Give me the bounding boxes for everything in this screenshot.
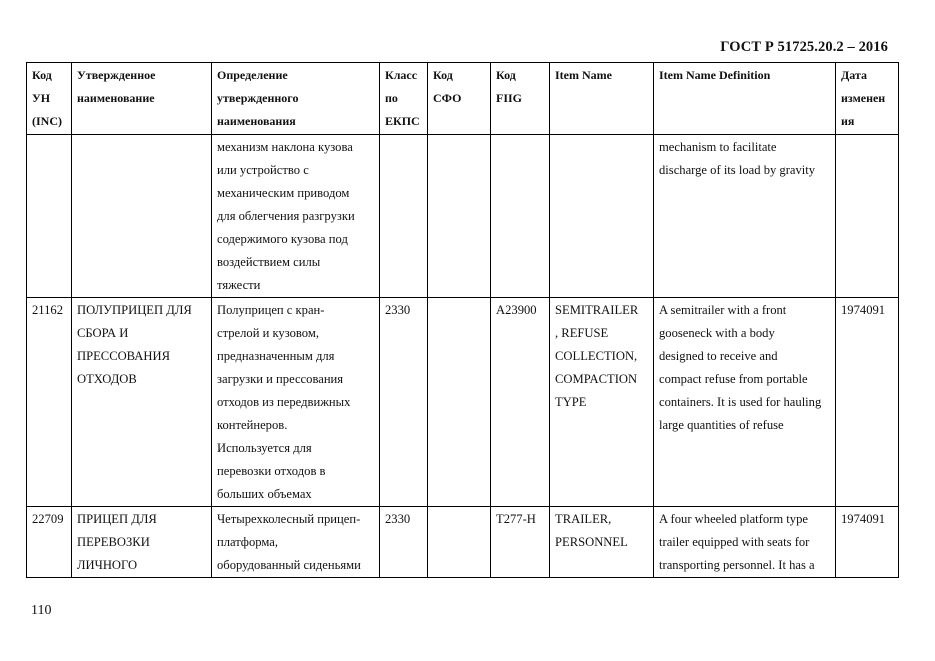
cell-line: large quantities of refuse	[659, 418, 784, 432]
cell-line: gooseneck with a body	[659, 326, 775, 340]
cell-item-definition	[654, 135, 836, 298]
header-col-fiig	[491, 63, 550, 135]
cell-line: transporting personnel. It has a	[659, 558, 815, 572]
cell-ekps	[380, 135, 428, 298]
header-line: FIIG	[496, 91, 523, 105]
cell-line: ОТХОДОВ	[77, 372, 137, 386]
header-col-definition	[212, 63, 380, 135]
cell-item-definition	[654, 298, 836, 507]
cell-line: оборудованный сиденьями	[217, 558, 361, 572]
header-col-inc	[27, 63, 72, 135]
header-line: ЕКПС	[385, 114, 420, 128]
cell-line: Используется для	[217, 441, 312, 455]
cell-line: ПРИЦЕП ДЛЯ	[77, 512, 157, 526]
classification-table	[26, 62, 899, 578]
cell-line: COMPACTION	[555, 372, 638, 386]
cell-line: предназначенным для	[217, 349, 335, 363]
header-line: Код	[433, 68, 453, 82]
table-row	[27, 507, 899, 578]
cell-inc	[27, 298, 72, 507]
header-col-name	[72, 63, 212, 135]
table-row	[27, 135, 899, 298]
cell-line: платформа,	[217, 535, 278, 549]
header-col-date	[836, 63, 899, 135]
table-header-row	[27, 63, 899, 135]
cell-line: перевозки отходов в	[217, 464, 326, 478]
header-line: (INC)	[32, 114, 62, 128]
cell-line: designed to receive and	[659, 349, 778, 363]
cell-line: СБОРА И	[77, 326, 129, 340]
cell-item-name	[550, 298, 654, 507]
cell-line: больших объемах	[217, 487, 312, 501]
header-line: Класс	[385, 68, 418, 82]
header-line: Код	[32, 68, 52, 82]
cell-line: Четырехколесный прицеп-	[217, 512, 361, 526]
cell-date	[836, 507, 899, 578]
header-line: Item Name Definition	[659, 68, 771, 82]
cell-line: A four wheeled platform type	[659, 512, 808, 526]
cell-line: discharge of its load by gravity	[659, 163, 816, 177]
cell-sfo	[428, 507, 491, 578]
cell-line: механическим приводом	[217, 186, 350, 200]
cell-sfo	[428, 135, 491, 298]
cell-item-name	[550, 507, 654, 578]
header-col-item-name	[550, 63, 654, 135]
cell-definition	[212, 135, 380, 298]
cell-value: 21162	[32, 303, 64, 317]
cell-line: TRAILER,	[555, 512, 612, 526]
cell-fiig	[491, 507, 550, 578]
header-line: изменен	[841, 91, 886, 105]
cell-item-name	[550, 135, 654, 298]
cell-inc	[27, 507, 72, 578]
cell-line: или устройство с	[217, 163, 309, 177]
cell-name	[72, 135, 212, 298]
cell-line: стрелой и кузовом,	[217, 326, 319, 340]
cell-item-definition	[654, 507, 836, 578]
cell-line: TYPE	[555, 395, 587, 409]
header-line: ия	[841, 114, 855, 128]
header-line: по	[385, 91, 398, 105]
cell-name	[72, 507, 212, 578]
cell-line: A semitrailer with a front	[659, 303, 787, 317]
cell-value: 2330	[385, 512, 411, 526]
cell-line: mechanism to facilitate	[659, 140, 777, 154]
cell-line: для облегчения разгрузки	[217, 209, 355, 223]
cell-fiig	[491, 298, 550, 507]
cell-line: отходов из передвижных	[217, 395, 351, 409]
cell-line: trailer equipped with seats for	[659, 535, 810, 549]
header-col-ekps	[380, 63, 428, 135]
cell-fiig	[491, 135, 550, 298]
cell-line: загрузки и прессования	[217, 372, 344, 386]
header-line: Утвержденное	[77, 68, 156, 82]
cell-line: PERSONNEL	[555, 535, 628, 549]
cell-line: compact refuse from portable	[659, 372, 808, 386]
cell-line: ПРЕССОВАНИЯ	[77, 349, 170, 363]
cell-date	[836, 298, 899, 507]
cell-definition	[212, 507, 380, 578]
cell-value: 1974091	[841, 303, 886, 317]
cell-ekps	[380, 507, 428, 578]
cell-line: содержимого кузова под	[217, 232, 348, 246]
cell-line: ПОЛУПРИЦЕП ДЛЯ	[77, 303, 192, 317]
header-line: наименования	[217, 114, 296, 128]
cell-line: воздействием силы	[217, 255, 321, 269]
cell-line: , REFUSE	[555, 326, 609, 340]
header-line: СФО	[433, 91, 462, 105]
cell-value: 22709	[32, 512, 64, 526]
cell-line: контейнеров.	[217, 418, 288, 432]
header-col-item-definition	[654, 63, 836, 135]
cell-inc	[27, 135, 72, 298]
cell-name	[72, 298, 212, 507]
cell-value: 2330	[385, 303, 411, 317]
cell-line: ЛИЧНОГО	[77, 558, 138, 572]
cell-line: механизм наклона кузова	[217, 140, 353, 154]
header-line: Код	[496, 68, 516, 82]
cell-date	[836, 135, 899, 298]
header-line: Дата	[841, 68, 867, 82]
cell-value: T277-H	[496, 512, 536, 526]
header-line: наименование	[77, 91, 155, 105]
cell-line: containers. It is used for hauling	[659, 395, 822, 409]
cell-ekps	[380, 298, 428, 507]
table-row	[27, 298, 899, 507]
cell-sfo	[428, 298, 491, 507]
cell-line: ПЕРЕВОЗКИ	[77, 535, 150, 549]
header-line: Определение	[217, 68, 288, 82]
document-code: ГОСТ Р 51725.20.2 – 2016	[720, 39, 888, 55]
header-line: утвержденного	[217, 91, 299, 105]
cell-value: A23900	[496, 303, 537, 317]
page-number: 110	[31, 603, 52, 618]
header-line: Item Name	[555, 68, 612, 82]
cell-line: тяжести	[217, 278, 261, 292]
header-line: УН	[32, 91, 51, 105]
cell-line: COLLECTION,	[555, 349, 638, 363]
cell-line: SEMITRAILER	[555, 303, 639, 317]
cell-definition	[212, 298, 380, 507]
cell-value: 1974091	[841, 512, 886, 526]
header-col-sfo	[428, 63, 491, 135]
cell-line: Полуприцеп с кран-	[217, 303, 325, 317]
